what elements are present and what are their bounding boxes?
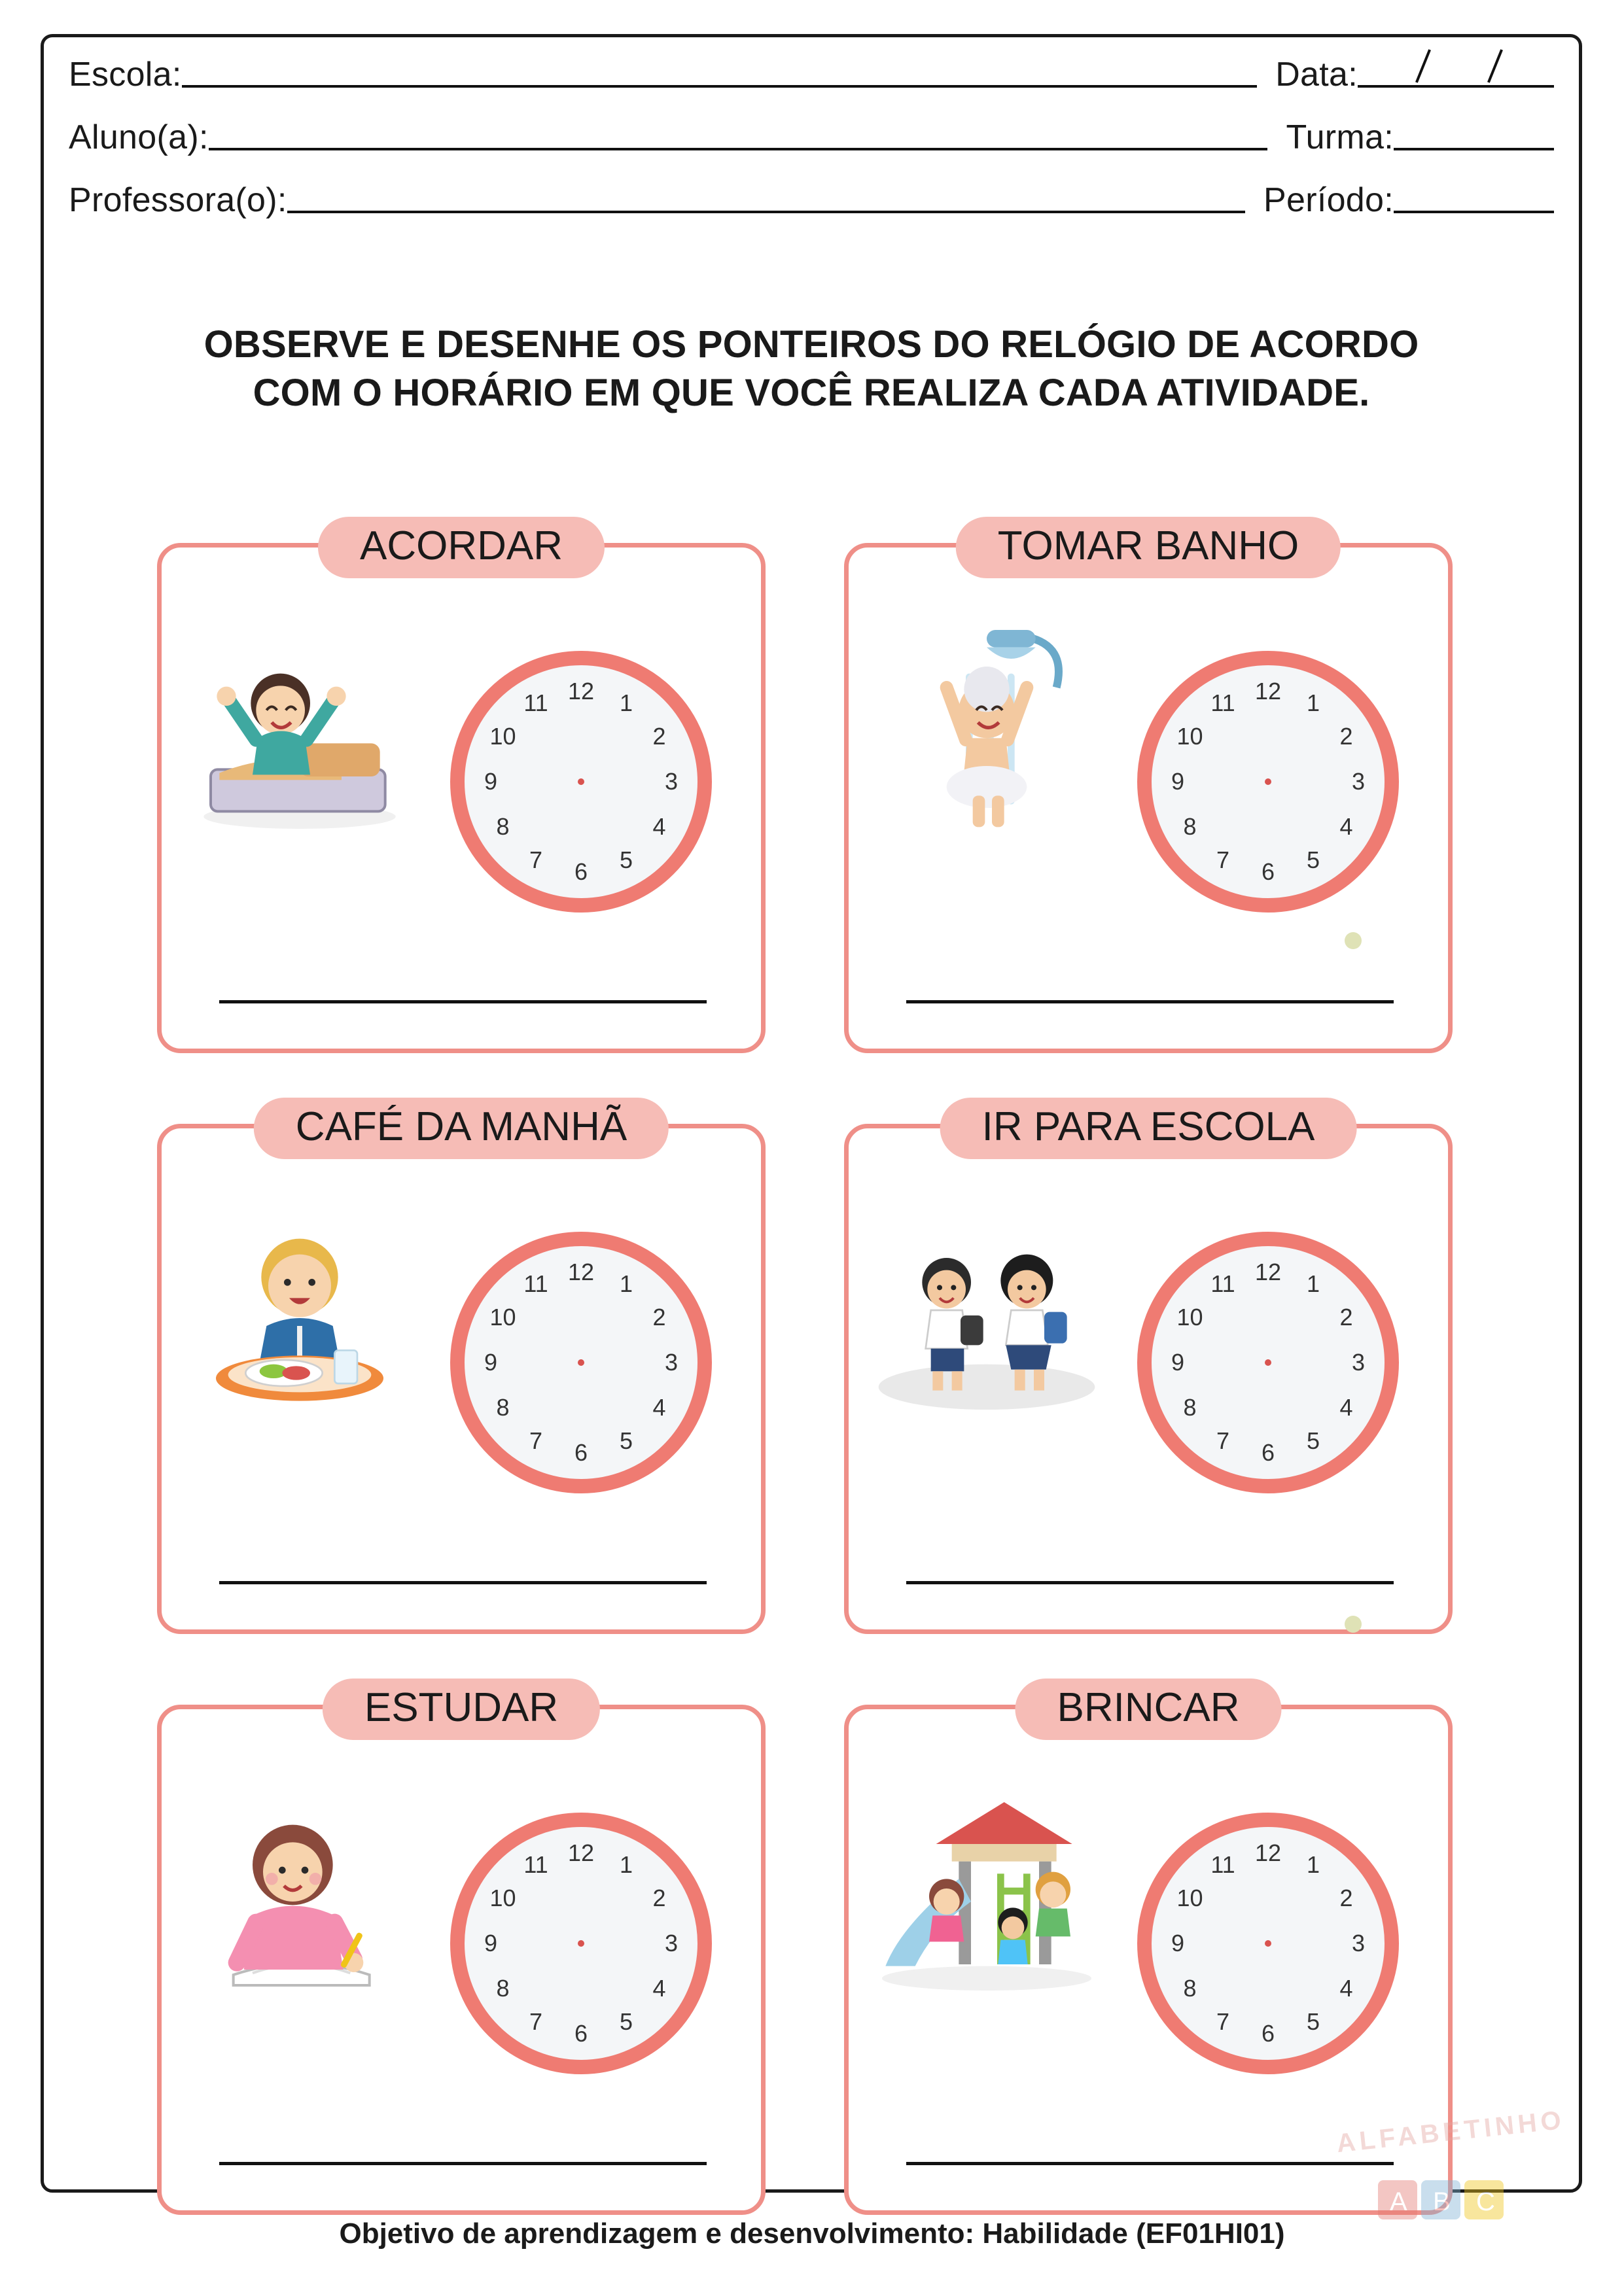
clock-number-3: 3 bbox=[1351, 768, 1366, 795]
child-waking-up-in-bed-illustration bbox=[169, 599, 450, 965]
clock-face[interactable] bbox=[450, 1813, 712, 2074]
label-escola: Escola: bbox=[69, 56, 182, 94]
girl-studying-writing-illustration bbox=[169, 1760, 450, 2127]
answer-write-line[interactable] bbox=[906, 1581, 1394, 1584]
children-walking-to-school-illustration bbox=[856, 1179, 1137, 1546]
clock-number-6: 6 bbox=[574, 1439, 588, 1466]
answer-write-line[interactable] bbox=[219, 2162, 707, 2165]
clock-number-7: 7 bbox=[529, 1427, 543, 1454]
clock-number-1: 1 bbox=[1306, 689, 1320, 717]
answer-write-line[interactable] bbox=[906, 1000, 1394, 1003]
clock-number-5: 5 bbox=[619, 2008, 633, 2035]
clock-number-10: 10 bbox=[1176, 1885, 1203, 1911]
clock-widget[interactable] bbox=[450, 1232, 712, 1493]
write-line-escola[interactable] bbox=[182, 84, 1258, 88]
clock-number-2: 2 bbox=[652, 1304, 666, 1331]
svg-text:C: C bbox=[1476, 2187, 1495, 2216]
child-eating-breakfast-illustration bbox=[169, 1179, 450, 1546]
activity-card bbox=[157, 517, 766, 1060]
label-professora: Professora(o): bbox=[69, 181, 287, 219]
label-data: Data: bbox=[1275, 56, 1358, 94]
child-waking-up-in-bed-illustration bbox=[169, 599, 431, 860]
activity-card bbox=[844, 1098, 1453, 1641]
activity-card-content bbox=[844, 1124, 1453, 1634]
clock-number-11: 11 bbox=[523, 1851, 548, 1879]
clock-number-4: 4 bbox=[1339, 1975, 1353, 2002]
activity-card-content bbox=[157, 1705, 766, 2215]
activity-title: TOMAR BANHO bbox=[956, 517, 1341, 578]
clock-face[interactable] bbox=[450, 651, 712, 913]
clock-widget[interactable] bbox=[1137, 651, 1399, 913]
clock-number-10: 10 bbox=[489, 1885, 516, 1911]
clock-number-2: 2 bbox=[1339, 723, 1353, 750]
instruction-line-2: COM O HORÁRIO EM QUE VOCÊ REALIZA CADA ATIVIDADE. bbox=[253, 372, 1370, 415]
clock-number-1: 1 bbox=[1306, 1851, 1320, 1879]
clock-number-2: 2 bbox=[1339, 1304, 1353, 1331]
children-walking-to-school-illustration bbox=[856, 1179, 1118, 1441]
clock-face[interactable] bbox=[450, 1232, 712, 1493]
svg-text:A: A bbox=[1390, 2187, 1407, 2216]
clock-number-4: 4 bbox=[1339, 1394, 1353, 1421]
clock-number-8: 8 bbox=[1183, 813, 1197, 840]
clock-face[interactable] bbox=[1137, 1813, 1399, 2074]
label-periodo: Período: bbox=[1263, 181, 1394, 219]
clock-number-6: 6 bbox=[574, 2020, 588, 2047]
field-row-professora bbox=[69, 183, 1554, 217]
clock-number-7: 7 bbox=[529, 846, 543, 873]
clock-number-9: 9 bbox=[1171, 1349, 1185, 1376]
field-turma bbox=[1286, 120, 1554, 154]
clock-number-8: 8 bbox=[496, 1394, 510, 1421]
clock-number-3: 3 bbox=[1351, 1930, 1366, 1957]
label-aluno: Aluno(a): bbox=[69, 118, 209, 156]
answer-write-line[interactable] bbox=[219, 1000, 707, 1003]
activity-card-grid bbox=[157, 517, 1453, 2221]
footer-objective: Objetivo de aprendizagem e desenvolvimento: Habilidade (EF01HI01) bbox=[339, 2218, 1285, 2250]
clock-number-1: 1 bbox=[619, 1851, 633, 1879]
clock-number-10: 10 bbox=[1176, 1304, 1203, 1331]
clock-widget[interactable] bbox=[450, 651, 712, 913]
clock-number-11: 11 bbox=[523, 689, 548, 717]
clock-number-12: 12 bbox=[1254, 678, 1282, 704]
clock-number-11: 11 bbox=[1210, 689, 1235, 717]
clock-number-4: 4 bbox=[652, 1975, 666, 2002]
activity-title: ESTUDAR bbox=[323, 1679, 600, 1740]
clock-number-9: 9 bbox=[484, 1930, 498, 1957]
clock-number-2: 2 bbox=[652, 723, 666, 750]
clock-number-1: 1 bbox=[619, 689, 633, 717]
clock-number-4: 4 bbox=[652, 1394, 666, 1421]
activity-title: IR PARA ESCOLA bbox=[940, 1098, 1357, 1159]
activity-title: ACORDAR bbox=[318, 517, 605, 578]
field-data bbox=[1275, 58, 1554, 92]
activity-card bbox=[157, 1679, 766, 2221]
clock-number-4: 4 bbox=[652, 813, 666, 840]
clock-number-3: 3 bbox=[1351, 1349, 1366, 1376]
clock-number-5: 5 bbox=[1306, 846, 1320, 873]
clock-number-5: 5 bbox=[1306, 1427, 1320, 1454]
clock-number-4: 4 bbox=[1339, 813, 1353, 840]
clock-number-3: 3 bbox=[664, 768, 679, 795]
clock-widget[interactable] bbox=[1137, 1813, 1399, 2074]
activity-card bbox=[157, 1098, 766, 1641]
clock-number-11: 11 bbox=[1210, 1270, 1235, 1298]
clock-center-dot bbox=[1265, 1940, 1271, 1947]
clock-number-10: 10 bbox=[1176, 723, 1203, 750]
clock-center-dot bbox=[1265, 778, 1271, 785]
girl-studying-writing-illustration bbox=[169, 1760, 431, 2022]
write-line-professora[interactable] bbox=[287, 210, 1245, 213]
clock-number-2: 2 bbox=[652, 1885, 666, 1911]
clock-center-dot bbox=[578, 778, 584, 785]
write-line-periodo[interactable] bbox=[1394, 210, 1554, 213]
answer-write-line[interactable] bbox=[219, 1581, 707, 1584]
clock-number-12: 12 bbox=[567, 1259, 595, 1285]
activity-card-content bbox=[844, 1705, 1453, 2215]
clock-center-dot bbox=[578, 1359, 584, 1366]
clock-number-1: 1 bbox=[619, 1270, 633, 1298]
clock-number-8: 8 bbox=[496, 813, 510, 840]
watermark-text: ALFABETINHO bbox=[1335, 2105, 1566, 2159]
field-row-escola bbox=[69, 58, 1554, 92]
clock-number-9: 9 bbox=[484, 1349, 498, 1376]
header-fields bbox=[69, 58, 1554, 246]
clock-number-1: 1 bbox=[1306, 1270, 1320, 1298]
clock-number-7: 7 bbox=[1216, 846, 1230, 873]
clock-number-7: 7 bbox=[1216, 2008, 1230, 2035]
clock-face[interactable] bbox=[1137, 651, 1399, 913]
field-row-aluno bbox=[69, 120, 1554, 154]
clock-number-9: 9 bbox=[1171, 1930, 1185, 1957]
clock-number-11: 11 bbox=[523, 1270, 548, 1298]
clock-number-12: 12 bbox=[1254, 1259, 1282, 1285]
instruction-line-1: OBSERVE E DESENHE OS PONTEIROS DO RELÓGIO DE ACORDO bbox=[203, 323, 1419, 366]
clock-number-8: 8 bbox=[496, 1975, 510, 2002]
activity-title: CAFÉ DA MANHÃ bbox=[254, 1098, 669, 1159]
field-periodo bbox=[1263, 183, 1554, 217]
clock-number-10: 10 bbox=[489, 1304, 516, 1331]
clock-number-5: 5 bbox=[1306, 2008, 1320, 2035]
clock-number-7: 7 bbox=[1216, 1427, 1230, 1454]
child-eating-breakfast-illustration bbox=[169, 1179, 431, 1441]
clock-center-dot bbox=[1265, 1359, 1271, 1366]
activity-title: BRINCAR bbox=[1015, 1679, 1281, 1740]
clock-number-8: 8 bbox=[1183, 1975, 1197, 2002]
clock-number-2: 2 bbox=[1339, 1885, 1353, 1911]
label-turma: Turma: bbox=[1286, 118, 1394, 156]
answer-write-line[interactable] bbox=[906, 2162, 1394, 2165]
write-line-turma[interactable] bbox=[1394, 147, 1554, 150]
clock-widget[interactable] bbox=[450, 1813, 712, 2074]
clock-number-12: 12 bbox=[567, 678, 595, 704]
write-line-data[interactable] bbox=[1358, 84, 1554, 88]
clock-number-12: 12 bbox=[1254, 1839, 1282, 1866]
child-taking-shower-illustration bbox=[856, 599, 1137, 965]
child-taking-shower-illustration bbox=[856, 599, 1118, 860]
instruction-text bbox=[98, 321, 1525, 417]
clock-number-9: 9 bbox=[1171, 768, 1185, 795]
clock-face[interactable] bbox=[1137, 1232, 1399, 1493]
write-line-aluno[interactable] bbox=[209, 147, 1268, 150]
clock-number-10: 10 bbox=[489, 723, 516, 750]
svg-text:B: B bbox=[1433, 2187, 1451, 2216]
activity-card bbox=[844, 517, 1453, 1060]
clock-number-12: 12 bbox=[567, 1839, 595, 1866]
clock-number-6: 6 bbox=[1261, 858, 1275, 885]
clock-number-6: 6 bbox=[1261, 2020, 1275, 2047]
clock-number-3: 3 bbox=[664, 1349, 679, 1376]
activity-card bbox=[844, 1679, 1453, 2221]
clock-number-8: 8 bbox=[1183, 1394, 1197, 1421]
clock-number-11: 11 bbox=[1210, 1851, 1235, 1879]
clock-number-3: 3 bbox=[664, 1930, 679, 1957]
clock-number-7: 7 bbox=[529, 2008, 543, 2035]
clock-number-5: 5 bbox=[619, 846, 633, 873]
clock-widget[interactable] bbox=[1137, 1232, 1399, 1493]
clock-number-5: 5 bbox=[619, 1427, 633, 1454]
activity-card-content bbox=[844, 543, 1453, 1053]
activity-card-content bbox=[157, 1124, 766, 1634]
clock-number-6: 6 bbox=[1261, 1439, 1275, 1466]
children-playing-on-slide-illustration bbox=[856, 1760, 1118, 2022]
children-playing-on-slide-illustration bbox=[856, 1760, 1137, 2127]
clock-number-9: 9 bbox=[484, 768, 498, 795]
clock-center-dot bbox=[578, 1940, 584, 1947]
activity-card-content bbox=[157, 543, 766, 1053]
clock-number-6: 6 bbox=[574, 858, 588, 885]
